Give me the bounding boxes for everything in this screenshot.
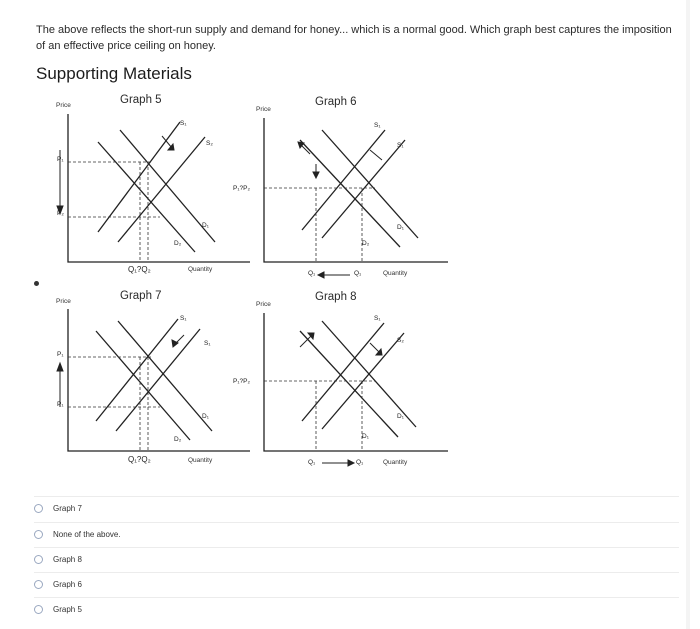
radio-button[interactable] xyxy=(34,580,43,589)
y-axis-label: Price xyxy=(56,298,71,305)
radio-button[interactable] xyxy=(34,530,43,539)
label-p2: P₁ xyxy=(57,401,64,408)
y-axis-label: Price xyxy=(256,106,271,113)
option-label: Graph 8 xyxy=(53,554,82,564)
option-label: Graph 6 xyxy=(53,579,82,589)
supply-curve-s1 xyxy=(98,122,180,232)
option-graph-8[interactable] xyxy=(34,547,679,570)
graph-title: Graph 7 xyxy=(120,290,162,302)
axes xyxy=(68,114,250,262)
radio-button[interactable] xyxy=(34,555,43,564)
label-s2: S₂ xyxy=(397,337,404,344)
radio-button[interactable] xyxy=(34,605,43,614)
label-d1: D₁ xyxy=(397,224,404,231)
axes xyxy=(68,309,250,451)
axes xyxy=(264,118,448,262)
label-d2: D₂ xyxy=(174,436,182,443)
demand-curve-d1 xyxy=(300,140,400,247)
option-graph-7[interactable] xyxy=(34,496,679,519)
label-s1: S₁ xyxy=(180,315,187,322)
demand-curve-d1 xyxy=(300,331,398,437)
label-q1: Q₁ xyxy=(308,270,316,277)
label-q: Q₁?Q₂ xyxy=(128,265,151,274)
demand-curve-d2 xyxy=(120,130,215,242)
section-title: Supporting Materials xyxy=(36,64,192,83)
label-p: P₁?P₂ xyxy=(233,378,251,385)
label-q1: Q₁ xyxy=(308,459,316,466)
graph-title: Graph 5 xyxy=(120,94,162,106)
label-s2: S₁ xyxy=(204,340,211,347)
graph-title: Graph 8 xyxy=(315,291,357,303)
label-q2: Q₁ xyxy=(356,459,364,466)
graph-6 xyxy=(233,92,590,292)
radio-button[interactable] xyxy=(34,504,43,513)
y-axis-label: Price xyxy=(56,102,71,109)
label-d1: D₁ xyxy=(202,222,209,229)
label-s2: S₂ xyxy=(206,140,213,147)
label-p1: P₁ xyxy=(57,351,64,358)
label-p1: P₁ xyxy=(57,156,64,163)
option-label: Graph 5 xyxy=(53,604,82,614)
label-d2: D₂ xyxy=(362,240,370,247)
axes xyxy=(264,313,448,451)
x-axis-label: Quantity xyxy=(188,457,213,464)
label-q: Q₁?Q₂ xyxy=(128,455,151,464)
option-label: Graph 7 xyxy=(53,503,82,513)
supply-curve-s1 xyxy=(302,323,384,421)
option-none[interactable] xyxy=(34,522,679,545)
label-d2: D₂ xyxy=(174,240,182,247)
label-d1: D₁ xyxy=(397,413,404,420)
graph-title: Graph 6 xyxy=(315,96,357,108)
label-s1: S₁ xyxy=(374,122,381,129)
x-axis-label: Quantity xyxy=(188,266,213,273)
label-p2: P₂ xyxy=(57,210,64,217)
label-d2: D₁ xyxy=(362,433,369,440)
label-d1: D₁ xyxy=(202,413,209,420)
label-s1: S₁ xyxy=(180,120,187,127)
x-axis-label: Quantity xyxy=(383,459,408,466)
demand-curve-d1 xyxy=(96,331,190,440)
graph-8 xyxy=(233,285,590,485)
question-text: The above reflects the short-run supply and demand for honey... which is a normal good. Which graph best captures the imposition of an effective price ceiling on honey. xyxy=(36,24,672,52)
label-p: P₁?P₂ xyxy=(233,185,251,192)
bullet-dot xyxy=(34,281,39,286)
label-q2: Q₁ xyxy=(354,270,362,277)
option-graph-6[interactable] xyxy=(34,572,679,595)
demand-curve-d1 xyxy=(98,142,195,252)
option-graph-5[interactable] xyxy=(34,597,679,620)
y-axis-label: Price xyxy=(256,301,271,308)
supply-curve-s2 xyxy=(322,140,405,238)
label-s1: S₁ xyxy=(374,315,381,322)
option-label: None of the above. xyxy=(53,529,121,539)
graph-7-plot xyxy=(40,285,270,465)
scroll-track[interactable] xyxy=(686,0,690,629)
supply-curve-s2 xyxy=(118,137,205,242)
label-s2: S₁ xyxy=(397,142,404,149)
x-axis-label: Quantity xyxy=(383,270,408,277)
supply-curve-s1 xyxy=(302,130,385,230)
graph-5-plot xyxy=(40,92,270,272)
